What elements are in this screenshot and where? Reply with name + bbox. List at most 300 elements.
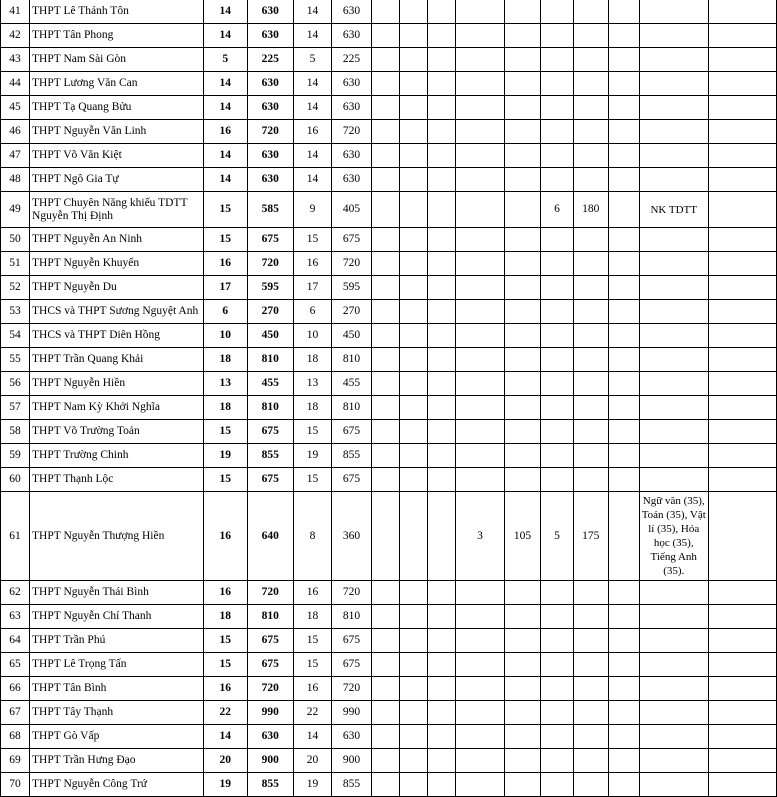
cell-stt: 52 [1,276,30,300]
cell-empty [400,653,428,677]
cell-c6 [504,629,541,653]
cell-stt: 66 [1,677,30,701]
cell-empty [708,48,776,72]
cell-c4: 675 [332,653,372,677]
cell-c1: 19 [203,444,247,468]
cell-empty [400,605,428,629]
cell-c1: 18 [203,348,247,372]
cell-empty [608,228,639,252]
cell-c2: 585 [247,192,293,228]
cell-c1: 14 [203,725,247,749]
cell-empty [708,24,776,48]
cell-c4: 595 [332,276,372,300]
cell-c6 [504,276,541,300]
cell-empty [608,192,639,228]
cell-c6 [504,444,541,468]
cell-stt: 69 [1,749,30,773]
cell-c6 [504,420,541,444]
table-row [1,468,777,492]
cell-c4: 225 [332,48,372,72]
cell-empty [428,24,456,48]
cell-empty [400,228,428,252]
cell-empty [608,168,639,192]
cell-c4: 630 [332,72,372,96]
cell-c1: 20 [203,749,247,773]
cell-c5 [456,300,504,324]
cell-empty [400,300,428,324]
cell-c7 [541,468,573,492]
cell-c4: 630 [332,96,372,120]
cell-c6 [504,96,541,120]
cell-empty [608,605,639,629]
cell-c5 [456,348,504,372]
cell-empty [428,444,456,468]
cell-empty [400,324,428,348]
cell-empty [400,276,428,300]
cell-empty [400,629,428,653]
cell-c7 [541,372,573,396]
cell-note [639,48,708,72]
cell-c1: 14 [203,144,247,168]
cell-c4: 630 [332,144,372,168]
table-row [1,653,777,677]
table-row [1,773,777,797]
cell-c3: 16 [293,120,331,144]
cell-c1: 19 [203,773,247,797]
cell-empty [428,324,456,348]
cell-empty [708,444,776,468]
cell-c1: 17 [203,276,247,300]
cell-empty [608,120,639,144]
cell-stt: 43 [1,48,30,72]
cell-name: THPT Võ Trường Toản [30,420,204,444]
cell-c8 [573,581,608,605]
cell-c5 [456,581,504,605]
cell-empty [708,605,776,629]
cell-c3: 14 [293,168,331,192]
cell-name: THPT Trần Hưng Đạo [30,749,204,773]
cell-empty [608,677,639,701]
cell-empty [608,581,639,605]
cell-stt: 56 [1,372,30,396]
cell-note: Ngữ văn (35), Toán (35), Vật lí (35), Hóa học (35), Tiếng Anh (35). [639,492,708,581]
cell-c6 [504,48,541,72]
cell-c4: 450 [332,324,372,348]
cell-c4: 270 [332,300,372,324]
table-row [1,605,777,629]
cell-empty [400,468,428,492]
cell-note [639,725,708,749]
cell-c3: 9 [293,192,331,228]
cell-empty [428,372,456,396]
cell-c3: 14 [293,72,331,96]
cell-empty [371,192,399,228]
cell-stt: 42 [1,24,30,48]
cell-c2: 720 [247,252,293,276]
cell-empty [400,0,428,24]
cell-stt: 46 [1,120,30,144]
cell-empty [708,252,776,276]
table-row [1,701,777,725]
cell-stt: 68 [1,725,30,749]
cell-c3: 14 [293,725,331,749]
cell-stt: 59 [1,444,30,468]
cell-name: THPT Lương Văn Can [30,72,204,96]
cell-c7 [541,444,573,468]
cell-name: THPT Nam Kỳ Khởi Nghĩa [30,396,204,420]
cell-empty [428,120,456,144]
cell-c8 [573,677,608,701]
cell-empty [400,701,428,725]
cell-c8 [573,773,608,797]
cell-c4: 810 [332,605,372,629]
cell-name: THPT Nguyễn An Ninh [30,228,204,252]
cell-c1: 15 [203,228,247,252]
cell-empty [371,581,399,605]
table-row [1,48,777,72]
cell-name: THPT Võ Văn Kiệt [30,144,204,168]
cell-name: THPT Tạ Quang Bửu [30,96,204,120]
cell-empty [400,144,428,168]
cell-c2: 450 [247,324,293,348]
cell-c8 [573,276,608,300]
cell-empty [608,252,639,276]
cell-c6 [504,252,541,276]
cell-empty [428,192,456,228]
cell-empty [400,581,428,605]
cell-stt: 64 [1,629,30,653]
cell-empty [400,444,428,468]
cell-c5 [456,653,504,677]
cell-c3: 18 [293,396,331,420]
cell-c5 [456,0,504,24]
cell-c4: 675 [332,420,372,444]
cell-empty [608,24,639,48]
cell-c5 [456,677,504,701]
cell-c4: 720 [332,252,372,276]
cell-c7 [541,324,573,348]
cell-c2: 855 [247,773,293,797]
cell-empty [608,72,639,96]
cell-c8 [573,0,608,24]
cell-name: THPT Nguyễn Hiền [30,372,204,396]
cell-c2: 675 [247,228,293,252]
cell-empty [708,492,776,581]
cell-c2: 455 [247,372,293,396]
cell-empty [428,144,456,168]
cell-c2: 630 [247,24,293,48]
cell-c3: 18 [293,605,331,629]
cell-c4: 630 [332,24,372,48]
cell-empty [608,629,639,653]
cell-name: THPT Nguyễn Thượng Hiền [30,492,204,581]
table-row [1,96,777,120]
table-row [1,372,777,396]
cell-note [639,581,708,605]
cell-empty [428,396,456,420]
cell-c1: 18 [203,396,247,420]
cell-c4: 855 [332,773,372,797]
table-row [1,0,777,24]
cell-c8 [573,48,608,72]
cell-c8: 175 [573,492,608,581]
cell-empty [608,468,639,492]
cell-empty [400,72,428,96]
cell-empty [400,48,428,72]
cell-empty [371,492,399,581]
cell-c3: 16 [293,677,331,701]
cell-empty [608,701,639,725]
cell-name: THPT Nam Sài Gòn [30,48,204,72]
cell-c1: 14 [203,168,247,192]
cell-empty [371,324,399,348]
cell-empty [371,24,399,48]
cell-empty [708,749,776,773]
cell-stt: 60 [1,468,30,492]
cell-empty [428,581,456,605]
cell-c8 [573,348,608,372]
cell-note [639,396,708,420]
cell-name: THPT Chuyên Năng khiếu TDTT Nguyễn Thị Định [30,192,204,228]
cell-c3: 8 [293,492,331,581]
cell-empty [708,96,776,120]
cell-note [639,0,708,24]
cell-empty [400,24,428,48]
cell-c3: 14 [293,24,331,48]
cell-c5 [456,168,504,192]
cell-note: NK TDTT [639,192,708,228]
cell-empty [708,192,776,228]
cell-c1: 5 [203,48,247,72]
cell-note [639,300,708,324]
cell-c3: 15 [293,420,331,444]
cell-c2: 720 [247,120,293,144]
cell-name: THPT Tân Bình [30,677,204,701]
cell-c4: 630 [332,725,372,749]
cell-empty [608,144,639,168]
cell-c2: 675 [247,653,293,677]
cell-c6 [504,605,541,629]
cell-note [639,468,708,492]
cell-c3: 6 [293,300,331,324]
cell-c7 [541,605,573,629]
cell-c5 [456,372,504,396]
cell-c4: 720 [332,581,372,605]
cell-c8 [573,468,608,492]
cell-c5 [456,228,504,252]
cell-empty [608,492,639,581]
cell-empty [608,396,639,420]
cell-c3: 15 [293,228,331,252]
cell-c7 [541,168,573,192]
cell-c2: 630 [247,168,293,192]
cell-empty [608,653,639,677]
cell-c6 [504,653,541,677]
cell-empty [371,468,399,492]
cell-name: THPT Nguyễn Du [30,276,204,300]
cell-empty [708,396,776,420]
cell-c8 [573,168,608,192]
cell-empty [371,677,399,701]
cell-empty [400,677,428,701]
cell-c4: 855 [332,444,372,468]
cell-note [639,120,708,144]
cell-c8 [573,444,608,468]
cell-empty [708,300,776,324]
cell-note [639,444,708,468]
cell-stt: 65 [1,653,30,677]
cell-empty [708,276,776,300]
cell-empty [400,252,428,276]
table-row [1,72,777,96]
cell-empty [428,492,456,581]
cell-empty [608,276,639,300]
cell-c1: 22 [203,701,247,725]
cell-c8 [573,252,608,276]
cell-empty [428,468,456,492]
cell-stt: 44 [1,72,30,96]
cell-c5 [456,468,504,492]
cell-empty [428,300,456,324]
cell-empty [371,348,399,372]
cell-c3: 17 [293,276,331,300]
cell-empty [608,348,639,372]
cell-empty [400,348,428,372]
cell-empty [371,629,399,653]
cell-c1: 16 [203,492,247,581]
cell-c2: 270 [247,300,293,324]
cell-empty [371,420,399,444]
cell-c5 [456,192,504,228]
cell-name: THPT Nguyễn Văn Linh [30,120,204,144]
cell-note [639,96,708,120]
cell-c5 [456,773,504,797]
table-row [1,120,777,144]
cell-c3: 20 [293,749,331,773]
cell-empty [608,300,639,324]
cell-stt: 54 [1,324,30,348]
cell-c2: 640 [247,492,293,581]
cell-c3: 14 [293,96,331,120]
cell-note [639,348,708,372]
cell-empty [371,96,399,120]
cell-c7 [541,144,573,168]
cell-c8 [573,653,608,677]
cell-c4: 810 [332,348,372,372]
cell-empty [708,725,776,749]
cell-c6 [504,228,541,252]
cell-name: THPT Gò Vấp [30,725,204,749]
cell-note [639,749,708,773]
cell-empty [708,228,776,252]
cell-c5 [456,72,504,96]
cell-stt: 48 [1,168,30,192]
cell-c1: 16 [203,581,247,605]
cell-empty [428,773,456,797]
cell-c7 [541,725,573,749]
cell-c4: 720 [332,677,372,701]
cell-c2: 990 [247,701,293,725]
cell-c2: 720 [247,581,293,605]
cell-c1: 15 [203,653,247,677]
table-row [1,300,777,324]
cell-c5 [456,701,504,725]
cell-c6 [504,372,541,396]
cell-c5 [456,24,504,48]
cell-c1: 13 [203,372,247,396]
cell-c2: 595 [247,276,293,300]
cell-empty [708,653,776,677]
cell-name: THPT Nguyễn Thái Bình [30,581,204,605]
cell-c4: 630 [332,168,372,192]
cell-c5 [456,324,504,348]
cell-c8 [573,396,608,420]
table-row [1,420,777,444]
cell-empty [708,701,776,725]
cell-c3: 18 [293,348,331,372]
table-row [1,581,777,605]
cell-c6 [504,24,541,48]
cell-note [639,252,708,276]
cell-c2: 630 [247,144,293,168]
cell-c2: 675 [247,468,293,492]
cell-name: THPT Trần Quang Khải [30,348,204,372]
cell-c6 [504,581,541,605]
cell-empty [400,168,428,192]
cell-c7 [541,749,573,773]
cell-c5: 3 [456,492,504,581]
cell-c6 [504,324,541,348]
cell-empty [608,773,639,797]
cell-empty [400,725,428,749]
cell-c8 [573,120,608,144]
table-row [1,24,777,48]
cell-c6 [504,168,541,192]
cell-empty [371,120,399,144]
cell-c8 [573,629,608,653]
cell-c8 [573,228,608,252]
cell-c6 [504,677,541,701]
cell-c4: 900 [332,749,372,773]
cell-c1: 15 [203,192,247,228]
cell-c2: 810 [247,605,293,629]
cell-c7 [541,396,573,420]
cell-name: THCS và THPT Sương Nguyệt Anh [30,300,204,324]
cell-empty [371,725,399,749]
cell-c2: 720 [247,677,293,701]
cell-c6 [504,192,541,228]
cell-empty [608,420,639,444]
cell-note [639,228,708,252]
cell-empty [371,144,399,168]
cell-c3: 13 [293,372,331,396]
cell-stt: 47 [1,144,30,168]
cell-c3: 15 [293,629,331,653]
table-row [1,276,777,300]
cell-c1: 15 [203,629,247,653]
cell-c8: 180 [573,192,608,228]
cell-empty [371,276,399,300]
cell-empty [400,749,428,773]
cell-c1: 18 [203,605,247,629]
cell-c8 [573,605,608,629]
cell-empty [708,168,776,192]
table-row [1,629,777,653]
cell-empty [428,725,456,749]
cell-c7 [541,629,573,653]
cell-c1: 16 [203,677,247,701]
cell-c6 [504,725,541,749]
